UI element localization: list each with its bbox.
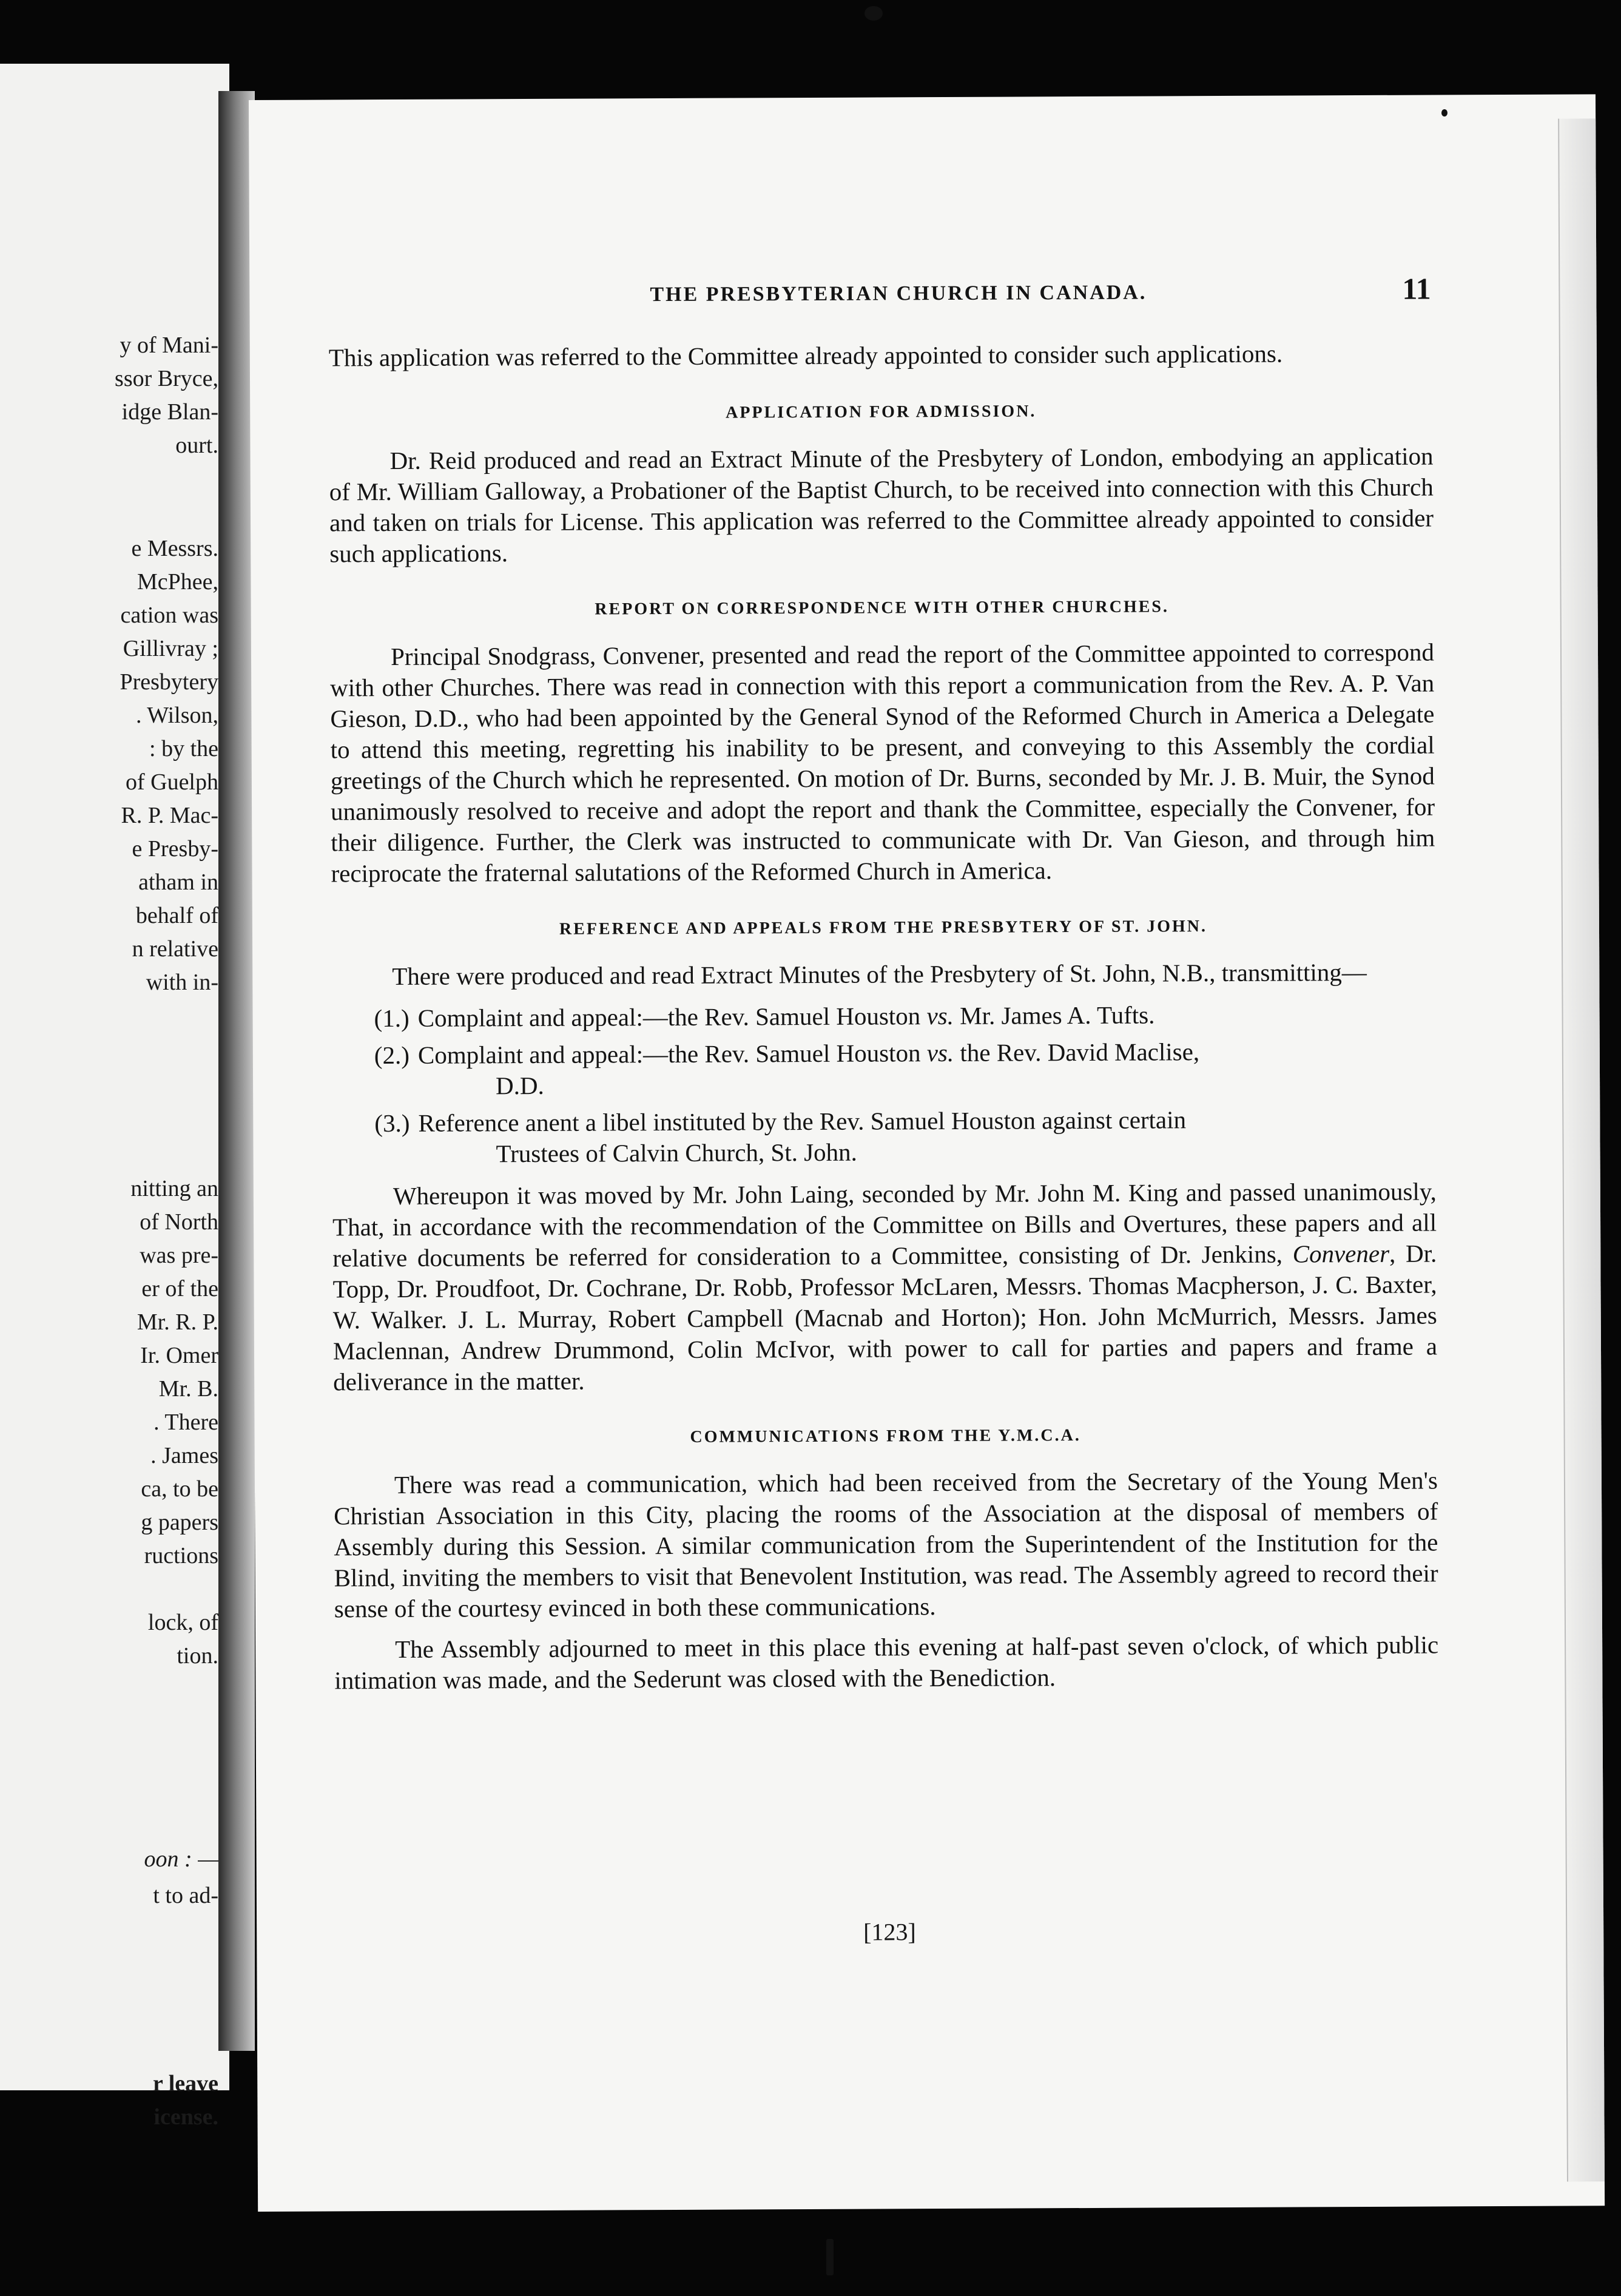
- left-line: icense.: [153, 2104, 218, 2130]
- left-line: with in-: [146, 970, 218, 995]
- list-text: Complaint and appeal:—the Rev. Samuel Houston: [417, 1039, 927, 1069]
- left-line: of Guelph: [125, 769, 218, 795]
- paragraph: The Assembly adjourned to meet in this place this evening at half-past seven o'clock, of which public intimation was made, and the Sederunt was closed with the Benediction.: [334, 1630, 1439, 1695]
- left-line: y of Mani-: [120, 333, 218, 358]
- list-item: [332, 1103, 1436, 1170]
- main-page: [249, 94, 1605, 2212]
- left-line: ourt.: [175, 433, 218, 458]
- versus-text: vs.: [926, 1001, 954, 1030]
- list-continuation: D.D.: [495, 1071, 544, 1100]
- section-heading: REFERENCE AND APPEALS FROM THE PRESBYTERY OF ST. JOHN.: [559, 917, 1208, 939]
- scan-speck: [1441, 109, 1447, 116]
- list-text: Mr. James A. Tufts.: [953, 1001, 1155, 1030]
- left-line: behalf of: [135, 903, 218, 928]
- page-edge: [1558, 118, 1605, 2181]
- section-heading: COMMUNICATIONS FROM THE Y.M.C.A.: [690, 1426, 1081, 1447]
- left-line: . James: [150, 1443, 218, 1468]
- left-line: e Presby-: [132, 836, 218, 862]
- left-line: lock, of: [147, 1610, 218, 1635]
- left-line: McPhee,: [136, 569, 218, 595]
- intro-paragraph: This application was referred to the Committee already appointed to consider such applications.: [328, 339, 1283, 372]
- page-number: 11: [1402, 271, 1431, 306]
- left-line: ssor Bryce,: [115, 366, 218, 391]
- left-line: e Messrs.: [131, 536, 218, 561]
- list-number: (3.): [374, 1109, 410, 1138]
- left-line: nitting an: [130, 1176, 218, 1201]
- paragraph: There was read a communication, which had been received from the Secretary of the Young Men's Christian Association in this City, placing the rooms of the Association at the disposal of members of Assembly during this Session. A similar communication from the Superintendent of the Institution for the Blind, inviting the members to visit that Benevolent Institution, was read. The Assembly agreed to record their sense of the courtesy evinced in both these communications.: [334, 1466, 1438, 1623]
- convener-text: Convener: [1292, 1239, 1390, 1268]
- left-facing-page: [0, 64, 229, 2130]
- left-line: Mr. B.: [158, 1376, 218, 1402]
- list-number: (1.): [374, 1004, 409, 1033]
- list-item: [332, 1035, 1436, 1102]
- left-line: of North: [140, 1209, 218, 1235]
- left-line: : by the: [149, 736, 218, 761]
- left-line: was pre-: [140, 1243, 218, 1268]
- appeals-list: [331, 998, 1436, 1170]
- footer-reference: [123]: [863, 1918, 916, 1946]
- section-heading: REPORT ON CORRESPONDENCE WITH OTHER CHURCHES.: [595, 597, 1170, 619]
- body-text: [329, 337, 1439, 1706]
- paragraph: Principal Snodgrass, Convener, presented and read the report of the Committee appointed to correspond with other Churches. There was read in connection with this report a communication from the Rev. A. P. Van Gieson, D.D., who had been appointed by the General Synod of the Reformed Church in America a Delegate to attend this meeting, regretting his inability to be present, and conveying to this Assembly the cordial greetings of the Church which he represented. On motion of Dr. Burns, seconded by Mr. J. B. Muir, the Synod unanimously resolved to receive and adopt the report and thank the Committee, especially the Convener, for their diligence. Further, the Clerk was instructed to communicate with Dr. Van Gieson, and through him reciprocate the fraternal salutations of the Reformed Church in America.: [330, 638, 1435, 888]
- left-line: Presbytery: [120, 669, 218, 695]
- list-text: Complaint and appeal:—the Rev. Samuel Houston: [417, 1002, 927, 1032]
- left-line: er of the: [141, 1276, 218, 1302]
- left-line: R. P. Mac-: [121, 803, 218, 828]
- left-line: r leave: [153, 2071, 218, 2096]
- left-line: cation was: [120, 603, 218, 628]
- motion-text: Whereupon it was moved by Mr. John Laing, seconded by Mr. John M. King and passed unanimously, That, in accordance with the recommendation of the Committee on Bills and Overtures, these papers and all relative documents be referred for consideration to a Committee, consisting of Dr. Jenkins,: [332, 1177, 1437, 1272]
- left-line: Ir. Omer: [140, 1343, 218, 1368]
- running-head: THE PRESBYTERIAN CHURCH IN CANADA.: [650, 281, 1147, 306]
- left-line: n relative: [132, 936, 218, 962]
- left-line: idge Blan-: [121, 399, 218, 425]
- motion-paragraph: [332, 1176, 1438, 1397]
- motion-text: , Dr. Topp, Dr. Proudfoot, Dr. Cochrane, Dr. Robb, Professor McLaren, Messrs. Thomas Macpherson, J. C. Baxter, W. Walker. J. L. Murray, Robert Campbell (Macnab and Horton); Hon. John McMurrich, Messrs. James Maclennan, Andrew Drummond, Colin McIvor, with power to call for parties and papers and frame a deliverance in the matter.: [332, 1239, 1438, 1396]
- list-continuation: Trustees of Calvin Church, St. John.: [496, 1138, 857, 1168]
- paragraph: There were produced and read Extract Minutes of the Presbytery of St. John, N.B., transmitting—: [392, 957, 1367, 990]
- paragraph: Dr. Reid produced and read an Extract Minute of the Presbytery of London, embodying an application of Mr. William Galloway, a Probationer of the Baptist Church, to be received into connection with this Church and taken on trials for License. This application was referred to the Committee already appointed to consider such applications.: [329, 442, 1434, 568]
- book-gutter: [218, 91, 255, 2051]
- left-line: oon : —: [144, 1846, 218, 1872]
- list-text: Reference anent a libel instituted by the Rev. Samuel Houston against certain: [418, 1106, 1187, 1137]
- left-line: atham in: [138, 869, 218, 895]
- left-line: Gillivray ;: [123, 636, 218, 661]
- left-line: t to ad-: [153, 1883, 218, 1908]
- left-line: . There: [153, 1410, 218, 1435]
- scan-speck: [864, 6, 883, 21]
- list-text: the Rev. David Maclise,: [954, 1038, 1200, 1067]
- list-number: (2.): [374, 1041, 410, 1070]
- left-line: tion.: [177, 1643, 218, 1669]
- list-item: [331, 998, 1435, 1034]
- left-line: g papers: [141, 1510, 218, 1535]
- versus-text: vs.: [926, 1038, 954, 1067]
- left-line: . Wilson,: [135, 703, 218, 728]
- scan-speck: [826, 2239, 834, 2275]
- section-heading: APPLICATION FOR ADMISSION.: [726, 402, 1037, 422]
- left-line: ructions: [144, 1543, 218, 1568]
- left-line: Mr. R. P.: [136, 1309, 218, 1335]
- left-line: ca, to be: [141, 1476, 218, 1502]
